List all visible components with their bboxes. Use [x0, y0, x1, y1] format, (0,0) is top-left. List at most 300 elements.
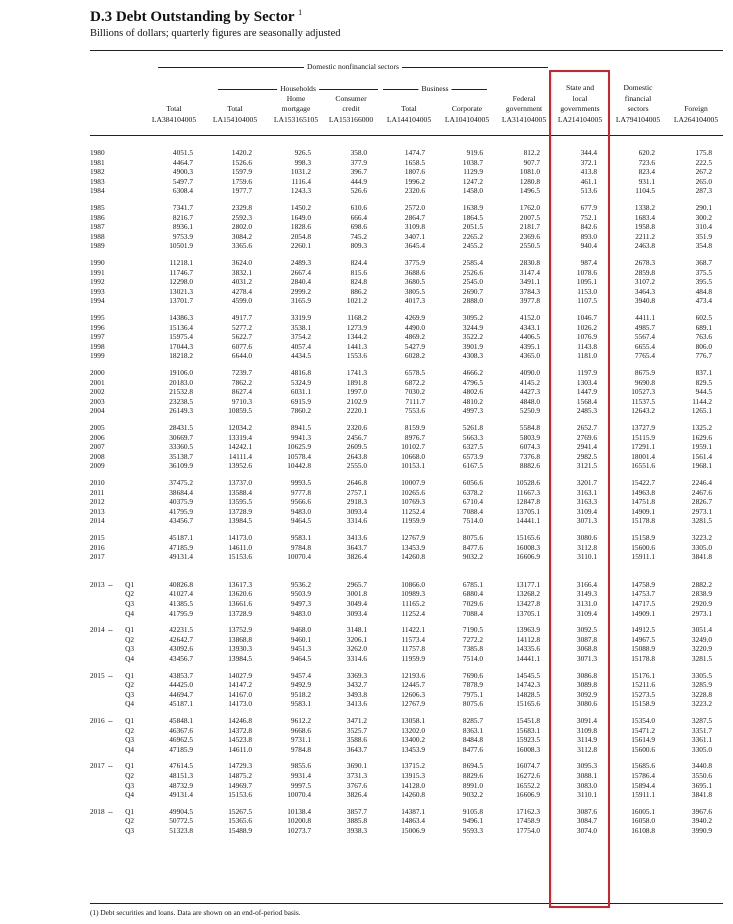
cell-nonfin-total: 17044.3: [169, 341, 193, 351]
cell-domestic-financial: 14717.5: [631, 599, 655, 608]
cell-corporate: 7385.8: [462, 644, 483, 654]
cell-state-local-governments: 3131.0: [576, 599, 597, 608]
cell-state-local-governments: 1046.7: [576, 313, 597, 322]
cell-corporate: 2526.6: [462, 267, 483, 277]
cell-foreign: 3990.9: [691, 826, 712, 835]
cell-nonfin-total: 41795.9: [169, 608, 193, 618]
cell-consumer-credit: 3001.8: [346, 589, 367, 599]
cell-corporate: 8075.6: [462, 533, 483, 542]
cell-foreign: 3550.6: [691, 771, 712, 780]
cell-state-local-governments: 3088.1: [576, 771, 597, 780]
cell-nonfin-total: 10501.9: [169, 241, 193, 251]
row-period-year: 1991: [90, 267, 105, 277]
cell-corporate: 4666.2: [462, 368, 483, 377]
cell-business-total: 11573.4: [401, 634, 425, 644]
cell-home-mortgage: 9941.3: [290, 432, 311, 442]
cell-consumer-credit: 3493.8: [346, 689, 367, 699]
column-header-corporate: [437, 83, 497, 125]
cell-foreign: 310.4: [695, 222, 712, 232]
cell-state-local-governments: 413.8: [580, 167, 597, 177]
cell-nonfin-total: 20183.0: [169, 377, 193, 387]
table-row: [0, 826, 733, 837]
cell-households-total: 13737.0: [228, 478, 252, 487]
cell-domestic-financial: 4411.1: [635, 313, 655, 322]
cell-federal-government: 4395.1: [519, 341, 540, 351]
cell-federal-government: 14441.1: [516, 654, 540, 663]
header-line: mortgage: [281, 104, 311, 113]
cell-corporate: 1129.9: [463, 167, 483, 177]
cell-foreign: 484.8: [695, 286, 712, 296]
cell-domestic-financial: 15178.8: [631, 516, 655, 526]
header-line: [205, 83, 265, 94]
cell-corporate: 1864.5: [462, 212, 483, 222]
cell-nonfin-total: 45187.1: [169, 533, 193, 542]
row-period-quarter: Q3: [125, 689, 134, 699]
cell-nonfin-total: 35138.7: [169, 451, 193, 461]
cell-domestic-financial: 3107.2: [634, 277, 655, 287]
cell-state-local-governments: 344.4: [580, 148, 597, 157]
cell-foreign: 3281.5: [691, 654, 712, 663]
cell-foreign: 300.2: [695, 212, 712, 222]
cell-corporate: 3522.2: [462, 332, 483, 342]
cell-nonfin-total: 4051.5: [172, 148, 193, 157]
cell-foreign: 368.7: [695, 258, 712, 267]
cell-state-local-governments: 3149.3: [576, 589, 597, 599]
cell-corporate: 2888.0: [462, 296, 483, 306]
cell-home-mortgage: 9583.1: [290, 533, 311, 542]
cell-consumer-credit: 3369.3: [346, 670, 367, 680]
cell-state-local-governments: 1095.1: [576, 277, 597, 287]
cell-nonfin-total: 36109.9: [169, 461, 193, 471]
cell-corporate: 1638.9: [462, 203, 483, 212]
cell-state-local-governments: 3109.4: [576, 506, 597, 516]
cell-consumer-credit: 3525.7: [346, 725, 367, 735]
cell-domestic-financial: 14963.8: [631, 487, 655, 497]
cell-corporate: 7190.5: [462, 625, 483, 635]
cell-business-total: 3680.5: [404, 277, 425, 287]
cell-households-total: 2329.8: [231, 203, 252, 212]
header-line: governments: [560, 104, 600, 113]
cell-federal-government: 4848.0: [519, 396, 540, 406]
cell-federal-government: 2369.6: [519, 231, 540, 241]
cell-foreign: 267.2: [695, 167, 712, 177]
cell-consumer-credit: 3314.6: [346, 516, 367, 526]
cell-state-local-governments: 940.4: [580, 241, 597, 251]
cell-nonfin-total: 44694.7: [169, 689, 193, 699]
cell-corporate: 4308.3: [462, 351, 483, 361]
cell-nonfin-total: 4900.3: [172, 167, 193, 177]
cell-federal-government: 1081.0: [519, 167, 540, 177]
cell-state-local-governments: 3074.0: [576, 826, 597, 835]
row-period-year: 1997: [90, 332, 105, 342]
group-header-households: Households: [218, 84, 378, 94]
cell-households-total: 7862.2: [231, 377, 252, 387]
cell-corporate: 9105.8: [462, 806, 483, 816]
cell-corporate: 8829.6: [462, 771, 483, 780]
cell-foreign: 3440.8: [691, 761, 712, 771]
cell-nonfin-total: 44425.0: [169, 680, 193, 690]
cell-households-total: 13984.5: [228, 516, 252, 526]
cell-households-total: 8627.4: [231, 387, 252, 397]
cell-corporate: 7088.4: [462, 608, 483, 618]
cell-federal-government: 16552.2: [516, 780, 540, 790]
column-header-consumer-credit: [321, 83, 381, 125]
cell-state-local-governments: 3071.3: [576, 516, 597, 526]
cell-corporate: 7272.2: [462, 634, 483, 644]
cell-households-total: 13728.9: [228, 506, 252, 516]
cell-state-local-governments: 3110.1: [577, 552, 597, 562]
cell-domestic-financial: 17291.1: [631, 442, 655, 452]
cell-foreign: 1959.1: [691, 442, 712, 452]
cell-federal-government: 4145.2: [519, 377, 540, 387]
cell-households-total: 14167.0: [228, 689, 252, 699]
cell-business-total: 10102.7: [401, 442, 425, 452]
table-row: [0, 699, 733, 710]
cell-foreign: 3285.9: [691, 680, 712, 690]
cell-corporate: 3244.9: [462, 322, 483, 332]
row-period-quarter: Q2: [125, 771, 134, 780]
header-line: [266, 83, 326, 94]
cell-households-total: 14173.0: [228, 533, 252, 542]
cell-corporate: 2265.2: [462, 231, 483, 241]
cell-home-mortgage: 10578.4: [287, 451, 311, 461]
cell-consumer-credit: 3588.6: [346, 735, 367, 745]
cell-households-total: 6644.0: [231, 351, 252, 361]
cell-state-local-governments: 461.1: [580, 176, 597, 186]
cell-business-total: 14260.8: [401, 552, 425, 562]
header-line: [666, 94, 726, 105]
cell-business-total: 11252.4: [401, 506, 425, 516]
cell-households-total: 14246.8: [228, 716, 252, 725]
row-period-year: 2015: [90, 670, 105, 680]
cell-domestic-financial: 723.6: [638, 157, 655, 167]
cell-foreign: 287.3: [695, 186, 712, 196]
row-period-year: 1985: [90, 203, 105, 212]
cell-domestic-financial: 7765.4: [634, 351, 655, 361]
row-period-year: 1980: [90, 148, 105, 157]
cell-domestic-financial: 13727.9: [631, 423, 655, 432]
cell-state-local-governments: 1568.4: [576, 396, 597, 406]
cell-nonfin-total: 49131.4: [169, 552, 193, 562]
cell-corporate: 1038.7: [462, 157, 483, 167]
cell-federal-government: 4090.0: [519, 368, 540, 377]
cell-corporate: 6378.2: [462, 487, 483, 497]
row-period-year: 2008: [90, 451, 105, 461]
row-period-year: 2016: [90, 542, 105, 552]
cell-home-mortgage: 9518.2: [290, 689, 311, 699]
cell-home-mortgage: 9483.0: [290, 608, 311, 618]
cell-domestic-financial: 931.1: [638, 176, 655, 186]
cell-households-total: 10859.5: [228, 406, 252, 416]
row-period-quarter: Q3: [125, 599, 134, 608]
row-period-year: 1994: [90, 296, 105, 306]
cell-home-mortgage: 9993.5: [290, 478, 311, 487]
cell-business-total: 8159.9: [404, 423, 425, 432]
cell-domestic-financial: 10527.3: [631, 387, 655, 397]
header-line: [666, 83, 726, 94]
row-period-quarter: Q1: [125, 806, 134, 816]
cell-households-total: 1526.6: [231, 157, 252, 167]
cell-state-local-governments: 2652.7: [576, 423, 597, 432]
cell-domestic-financial: 15158.9: [631, 533, 655, 542]
cell-corporate: 919.6: [466, 148, 483, 157]
row-period-quarter: Q1: [125, 761, 134, 771]
cell-business-total: 10769.3: [401, 497, 425, 507]
header-line: Home: [286, 93, 306, 103]
cell-foreign: 2973.1: [691, 506, 712, 516]
cell-home-mortgage: 10442.8: [287, 461, 311, 471]
cell-state-local-governments: 3112.8: [577, 542, 597, 552]
row-period-quarter: Q1: [125, 579, 134, 589]
cell-consumer-credit: 396.7: [350, 167, 367, 177]
cell-households-total: 7239.7: [231, 368, 252, 377]
header-line: [379, 83, 439, 94]
cell-federal-government: 13705.1: [516, 608, 540, 618]
row-period-year: 1986: [90, 212, 105, 222]
cell-home-mortgage: 9483.0: [290, 506, 311, 516]
cell-domestic-financial: 15088.9: [631, 644, 655, 654]
cell-consumer-credit: 1997.0: [346, 387, 367, 397]
row-period-quarter: Q3: [125, 644, 134, 654]
header-rule: [90, 135, 723, 136]
cell-corporate: 6573.9: [462, 451, 483, 461]
row-period-quarter: Q2: [125, 680, 134, 690]
row-period-year: 2007: [90, 442, 105, 452]
row-period-year: 1999: [90, 351, 105, 361]
cell-state-local-governments: 3083.0: [576, 780, 597, 790]
cell-state-local-governments: 372.1: [580, 157, 597, 167]
cell-federal-government: 17162.3: [516, 806, 540, 816]
cell-federal-government: 3147.4: [519, 267, 540, 277]
cell-state-local-governments: 3087.6: [576, 806, 597, 816]
cell-domestic-financial: 14751.8: [631, 497, 655, 507]
cell-federal-government: 13177.1: [516, 579, 540, 589]
cell-home-mortgage: 9931.4: [290, 771, 311, 780]
cell-home-mortgage: 9464.5: [290, 654, 311, 663]
cell-domestic-financial: 14912.5: [631, 625, 655, 635]
cell-corporate: 1458.0: [462, 186, 483, 196]
cell-home-mortgage: 1243.3: [290, 186, 311, 196]
period-separator: --: [108, 716, 113, 725]
cell-business-total: 13202.0: [401, 725, 425, 735]
row-period-year: 2013: [90, 506, 105, 516]
cell-consumer-credit: 2757.1: [346, 487, 367, 497]
cell-business-total: 3645.4: [404, 241, 425, 251]
cell-federal-government: 4406.5: [519, 332, 540, 342]
cell-state-local-governments: 2769.6: [576, 432, 597, 442]
cell-domestic-financial: 4985.7: [634, 322, 655, 332]
cell-households-total: 4031.2: [231, 277, 252, 287]
table-row: [0, 351, 733, 362]
cell-households-total: 14969.7: [228, 780, 252, 790]
cell-federal-government: 16606.9: [516, 790, 540, 800]
cell-consumer-credit: 3262.0: [346, 644, 367, 654]
cell-nonfin-total: 46367.6: [169, 725, 193, 735]
cell-consumer-credit: 824.8: [350, 277, 367, 287]
cell-federal-government: 13268.2: [516, 589, 540, 599]
cell-households-total: 14729.3: [228, 761, 252, 771]
cell-nonfin-total: 47185.9: [169, 744, 193, 754]
cell-corporate: 8484.8: [462, 735, 483, 745]
cell-domestic-financial: 2859.8: [634, 267, 655, 277]
cell-foreign: 829.5: [695, 377, 712, 387]
cell-home-mortgage: 2489.3: [290, 258, 311, 267]
cell-business-total: 1658.5: [404, 157, 425, 167]
row-period-quarter: Q1: [125, 670, 134, 680]
cell-nonfin-total: 45187.1: [169, 699, 193, 709]
cell-federal-government: 1762.0: [519, 203, 540, 212]
cell-federal-government: 2830.8: [519, 258, 540, 267]
top-rule: [90, 50, 723, 51]
cell-home-mortgage: 1116.4: [291, 176, 311, 186]
cell-home-mortgage: 9468.0: [290, 625, 311, 635]
row-period-year: 1992: [90, 277, 105, 287]
cell-consumer-credit: 3731.3: [346, 771, 367, 780]
cell-consumer-credit: 3413.6: [346, 699, 367, 709]
cell-business-total: 11757.8: [401, 644, 425, 654]
cell-foreign: 290.1: [695, 203, 712, 212]
cell-home-mortgage: 9997.5: [290, 780, 311, 790]
cell-home-mortgage: 9583.1: [290, 699, 311, 709]
cell-business-total: 14128.0: [401, 780, 425, 790]
cell-state-local-governments: 3114.9: [577, 735, 597, 745]
table-row: [0, 296, 733, 307]
cell-state-local-governments: 3089.8: [576, 680, 597, 690]
cell-business-total: 10989.3: [401, 589, 425, 599]
cell-households-total: 9710.3: [231, 396, 252, 406]
cell-home-mortgage: 9855.6: [290, 761, 311, 771]
cell-federal-government: 14828.5: [516, 689, 540, 699]
table-row: [0, 186, 733, 197]
cell-home-mortgage: 9536.2: [290, 579, 311, 589]
cell-federal-government: 7376.8: [519, 451, 540, 461]
cell-home-mortgage: 9460.1: [290, 634, 311, 644]
row-period-year: 2014: [90, 625, 105, 635]
cell-domestic-financial: 2678.3: [634, 258, 655, 267]
cell-domestic-financial: 15273.5: [631, 689, 655, 699]
cell-business-total: 6578.5: [404, 368, 425, 377]
cell-foreign: 3281.5: [691, 516, 712, 526]
cell-households-total: 14875.2: [228, 771, 252, 780]
header-line: Total: [166, 104, 182, 113]
cell-business-total: 3407.1: [404, 231, 425, 241]
cell-foreign: 2826.7: [691, 497, 712, 507]
cell-state-local-governments: 3163.1: [576, 487, 597, 497]
cell-consumer-credit: 1741.3: [346, 368, 367, 377]
cell-domestic-financial: 15685.6: [631, 761, 655, 771]
cell-corporate: 7088.4: [462, 506, 483, 516]
cell-nonfin-total: 12298.0: [169, 277, 193, 287]
table-row: [0, 461, 733, 472]
cell-households-total: 15365.6: [228, 816, 252, 826]
row-period-year: 1990: [90, 258, 105, 267]
row-period-year: 1983: [90, 176, 105, 186]
cell-households-total: 1597.9: [231, 167, 252, 177]
cell-federal-government: 13705.1: [516, 506, 540, 516]
cell-nonfin-total: 30669.7: [169, 432, 193, 442]
cell-corporate: 8477.6: [462, 542, 483, 552]
cell-foreign: 2246.4: [691, 478, 712, 487]
cell-business-total: 13715.2: [401, 761, 425, 771]
cell-state-local-governments: 3121.5: [576, 461, 597, 471]
cell-federal-government: 15165.6: [516, 533, 540, 542]
cell-home-mortgage: 9497.3: [290, 599, 311, 608]
row-period-year: 2017: [90, 761, 105, 771]
cell-corporate: 7514.0: [462, 654, 483, 663]
cell-nonfin-total: 33360.5: [169, 442, 193, 452]
cell-consumer-credit: 3857.7: [346, 806, 367, 816]
header-line: Domestic: [623, 83, 653, 92]
cell-federal-government: 17458.9: [516, 816, 540, 826]
cell-households-total: 13319.4: [228, 432, 252, 442]
row-period-year: 2009: [90, 461, 105, 471]
cell-state-local-governments: 3109.4: [576, 608, 597, 618]
cell-households-total: 13588.4: [228, 487, 252, 497]
cell-households-total: 1977.7: [231, 186, 252, 196]
cell-corporate: 2585.4: [462, 258, 483, 267]
row-period-year: 1989: [90, 241, 105, 251]
cell-nonfin-total: 14386.3: [169, 313, 193, 322]
cell-domestic-financial: 1683.4: [634, 212, 655, 222]
cell-state-local-governments: 3080.6: [576, 699, 597, 709]
group-header-business: Business: [383, 84, 487, 94]
cell-consumer-credit: 1021.2: [346, 296, 367, 306]
cell-nonfin-total: 28431.5: [169, 423, 193, 432]
cell-households-total: 3832.1: [231, 267, 252, 277]
cell-households-total: 14372.8: [228, 725, 252, 735]
cell-domestic-financial: 1104.5: [635, 186, 655, 196]
cell-home-mortgage: 926.5: [294, 148, 311, 157]
cell-federal-government: 15923.5: [516, 735, 540, 745]
cell-corporate: 9032.2: [462, 790, 483, 800]
cell-corporate: 9032.2: [462, 552, 483, 562]
cell-nonfin-total: 21532.8: [169, 387, 193, 397]
cell-domestic-financial: 15178.8: [631, 654, 655, 663]
period-separator: --: [108, 579, 113, 589]
cell-home-mortgage: 10273.7: [287, 826, 311, 835]
cell-state-local-governments: 3086.8: [576, 670, 597, 680]
header-line: [494, 83, 554, 94]
cell-corporate: 8991.0: [462, 780, 483, 790]
cell-domestic-financial: 12643.2: [631, 406, 655, 416]
cell-business-total: 11252.4: [401, 608, 425, 618]
cell-consumer-credit: 2456.7: [346, 432, 367, 442]
cell-home-mortgage: 10070.4: [287, 552, 311, 562]
cell-domestic-financial: 15600.6: [631, 542, 655, 552]
cell-corporate: 6327.5: [462, 442, 483, 452]
cell-nonfin-total: 43853.7: [169, 670, 193, 680]
cell-federal-government: 14742.3: [516, 680, 540, 690]
table-row: [0, 241, 733, 252]
cell-foreign: 3351.7: [691, 725, 712, 735]
cell-state-local-governments: 3091.4: [576, 716, 597, 725]
cell-state-local-governments: 2941.4: [576, 442, 597, 452]
cell-federal-government: 16606.9: [516, 552, 540, 562]
cell-federal-government: 15683.1: [516, 725, 540, 735]
cell-foreign: 3841.8: [691, 552, 712, 562]
cell-business-total: 10866.0: [401, 579, 425, 589]
cell-federal-government: 907.7: [523, 157, 540, 167]
cell-foreign: 3287.5: [691, 716, 712, 725]
cell-federal-government: 17754.0: [516, 826, 540, 835]
cell-foreign: 837.1: [695, 368, 712, 377]
cell-business-total: 14260.8: [401, 790, 425, 800]
row-period-year: 1993: [90, 286, 105, 296]
row-period-quarter: Q3: [125, 826, 134, 835]
cell-consumer-credit: 3432.7: [346, 680, 367, 690]
cell-home-mortgage: 2999.2: [290, 286, 311, 296]
cell-corporate: 7975.1: [462, 689, 483, 699]
